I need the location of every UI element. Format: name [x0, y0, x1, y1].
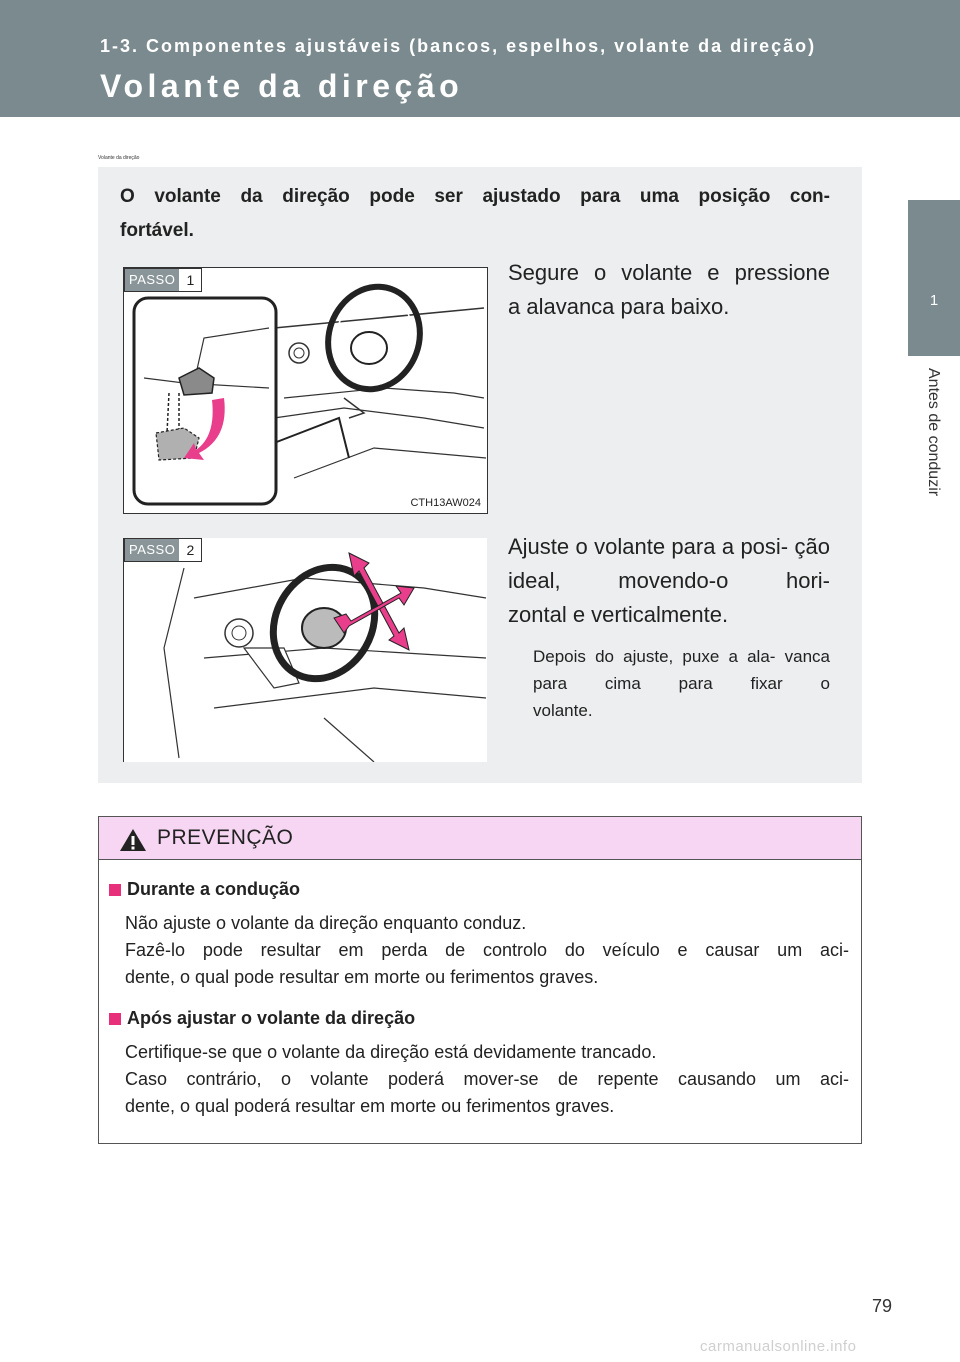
step-2-line-2: ção ideal, movendo-o hori- — [508, 534, 830, 593]
body-line-2: Fazê-lo pode resultar em perda de controlo do veículo e causar um aci- — [125, 940, 849, 960]
step-1-text — [508, 256, 830, 324]
chapter-label: Antes de conduzir — [925, 368, 942, 497]
heading-text: Após ajustar o volante da direção — [127, 1008, 416, 1028]
chapter-tab[interactable] — [908, 200, 960, 356]
step-1-figure-code: CTH13AW024 — [410, 497, 481, 509]
tiny-caption: Volante da direção — [98, 155, 140, 161]
body-line-3: dente, o qual pode resultar em morte ou ferimentos graves. — [125, 967, 599, 987]
step-1-line-1: Segure o volante e pressione — [508, 260, 830, 285]
step-1-badge-number: 1 — [186, 272, 195, 288]
warning-title: PREVENÇÃO — [157, 826, 294, 849]
chapter-label-container — [908, 356, 960, 586]
body-line-1: Não ajuste o volante da direção enquanto conduz. — [125, 913, 527, 933]
page-title: Volante da direção — [100, 68, 464, 104]
section-breadcrumb: 1-3. Componentes ajustáveis (bancos, espelhos, volante da direção) — [100, 36, 817, 56]
intro-line-2: fortável. — [120, 220, 194, 241]
step-2-text — [508, 530, 830, 632]
warning-section-heading — [109, 1008, 849, 1029]
step-1-figure — [123, 267, 488, 514]
step-2-note — [533, 643, 830, 724]
steering-lever-illustration — [124, 268, 487, 513]
warning-section-after-adjust — [109, 1008, 849, 1120]
warning-section-body — [125, 910, 849, 991]
note-line-1: Depois do ajuste, puxe a ala- — [533, 647, 776, 666]
step-2-figure — [123, 538, 487, 762]
warning-triangle-icon — [119, 828, 147, 852]
intro-line-1: O volante da direção pode ser ajustado para uma posição con- — [120, 186, 830, 207]
step-2-badge-label: PASSO — [125, 539, 179, 561]
page-number: 79 — [872, 1296, 893, 1316]
heading-text: Durante a condução — [127, 879, 301, 899]
body-line-1: Certifique-se que o volante da direção está devidamente trancado. — [125, 1042, 657, 1062]
step-2-badge-number: 2 — [186, 542, 195, 558]
note-line-2: vanca para cima para fixar o — [533, 647, 830, 693]
note-line-3: volante. — [533, 701, 593, 720]
warning-section-body — [125, 1039, 849, 1120]
warning-section-driving — [109, 879, 849, 991]
warning-section-heading — [109, 879, 849, 900]
body-line-3: dente, o qual poderá resultar em morte ou ferimentos graves. — [125, 1096, 615, 1116]
body-line-2: Caso contrário, o volante poderá mover-se de repente causando um aci- — [125, 1069, 849, 1089]
step-2-line-3: zontal e verticalmente. — [508, 602, 729, 627]
intro-text — [120, 180, 830, 248]
step-1-line-2: a alavanca para baixo. — [508, 294, 730, 319]
step-2-line-1: Ajuste o volante para a posi- — [508, 534, 789, 559]
warning-header — [99, 817, 861, 860]
step-1-badge-label: PASSO — [125, 269, 179, 291]
page-header — [0, 0, 960, 117]
watermark: carmanualsonline.info — [700, 1338, 857, 1355]
warning-box — [98, 816, 862, 1144]
steering-adjust-illustration — [124, 538, 487, 762]
bullet-square-icon — [109, 1013, 121, 1025]
chapter-number: 1 — [929, 292, 939, 309]
bullet-square-icon — [109, 884, 121, 896]
